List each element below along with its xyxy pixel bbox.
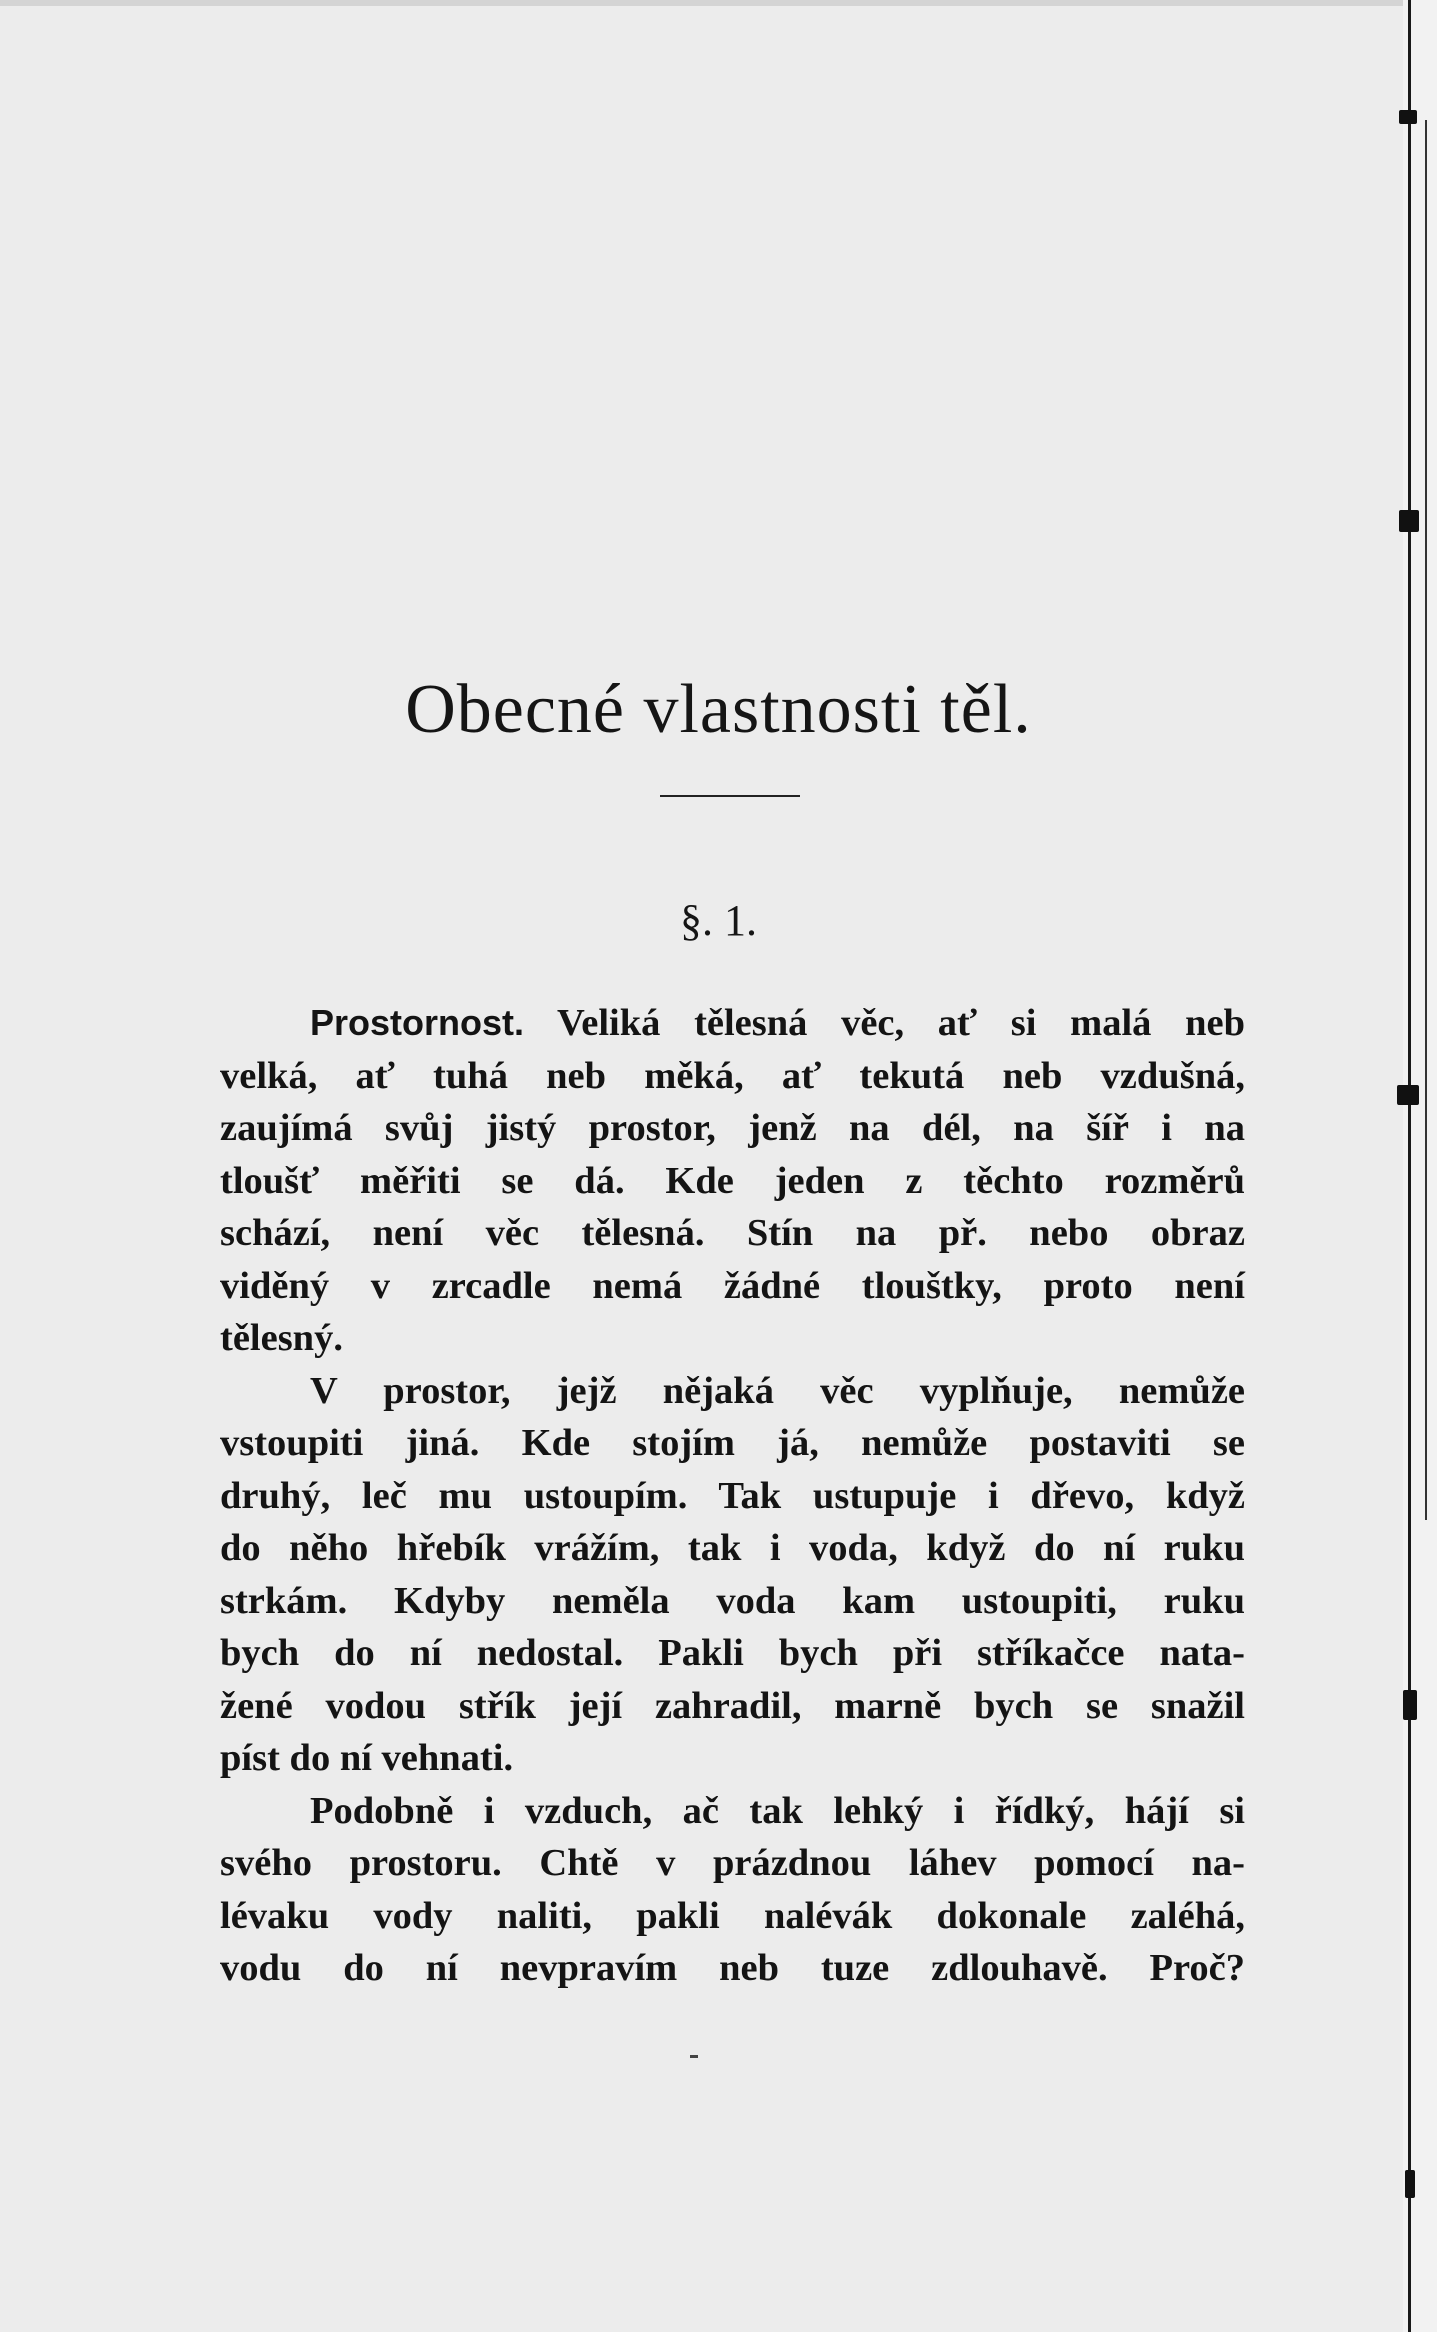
text-line: žené vodou střík její zahradil, marně bych se snažil (220, 1684, 1245, 1727)
runin-heading: Prostornost. (310, 1002, 525, 1043)
text-line: druhý, leč mu ustoupím. Tak ustupuje i dřevo, když (220, 1474, 1245, 1517)
binding-line (1408, 0, 1411, 2332)
text-line: vstoupiti jiná. Kde stojím já, nemůže postaviti se (220, 1422, 1245, 1464)
binding-mark (1405, 2170, 1415, 2198)
text-line: schází, není věc tělesná. Stín na př. nebo obraz (220, 1212, 1245, 1254)
paragraph-1 (220, 997, 1245, 1365)
title-rule (660, 795, 800, 797)
binding-mark (1397, 1085, 1419, 1105)
text-line: tloušť měřiti se dá. Kde jeden z těchto rozměrů (220, 1159, 1245, 1202)
binding-line-inner (1425, 120, 1427, 1520)
page-right-edge (1403, 0, 1437, 2332)
text-line: do něho hřebík vrážím, tak i voda, když do ní ruku (220, 1527, 1245, 1569)
text-line: Podobně i vzduch, ač tak lehký i řídký, hájí si (310, 1789, 1245, 1832)
text-line: lévaku vody naliti, pakli nalévák dokonale zaléhá, (220, 1894, 1245, 1937)
text-line: zaujímá svůj jistý prostor, jenž na dél, na šíř i na (220, 1107, 1245, 1149)
paragraph-2 (220, 1365, 1245, 1785)
text-line: svého prostoru. Chtě v prázdnou láhev pomocí na- (220, 1842, 1245, 1884)
paragraph-3 (220, 1785, 1245, 1995)
text-line: tělesný. (220, 1317, 343, 1359)
section-heading: §. 1. (680, 896, 757, 945)
text-line: viděný v zrcadle nemá žádné tlouštky, proto není (220, 1264, 1245, 1307)
print-speck (690, 2055, 698, 2058)
body-text (220, 997, 1245, 1995)
text-line: strkám. Kdyby neměla voda kam ustoupiti, ruku (220, 1579, 1245, 1622)
text-line: V prostor, jejž nějaká věc vyplňuje, nemůže (310, 1369, 1245, 1412)
text-line: píst do ní vehnati. (220, 1737, 514, 1779)
binding-mark (1399, 510, 1419, 532)
text-line: velká, ať tuhá neb měká, ať tekutá neb vzdušná, (220, 1054, 1245, 1097)
chapter-title: Obecné vlastnosti těl. (405, 671, 1032, 748)
binding-mark (1403, 1690, 1417, 1720)
page-top-edge (0, 0, 1437, 6)
binding-mark (1399, 110, 1417, 124)
text-line (220, 997, 1245, 1050)
text-line: vodu do ní nevpravím neb tuze zdlouhavě. Proč? (220, 1947, 1245, 1989)
text-line: bych do ní nedostal. Pakli bych při stříkačce nata- (220, 1632, 1245, 1674)
line-text: Veliká tělesná věc, ať si malá neb (524, 1002, 1245, 1044)
